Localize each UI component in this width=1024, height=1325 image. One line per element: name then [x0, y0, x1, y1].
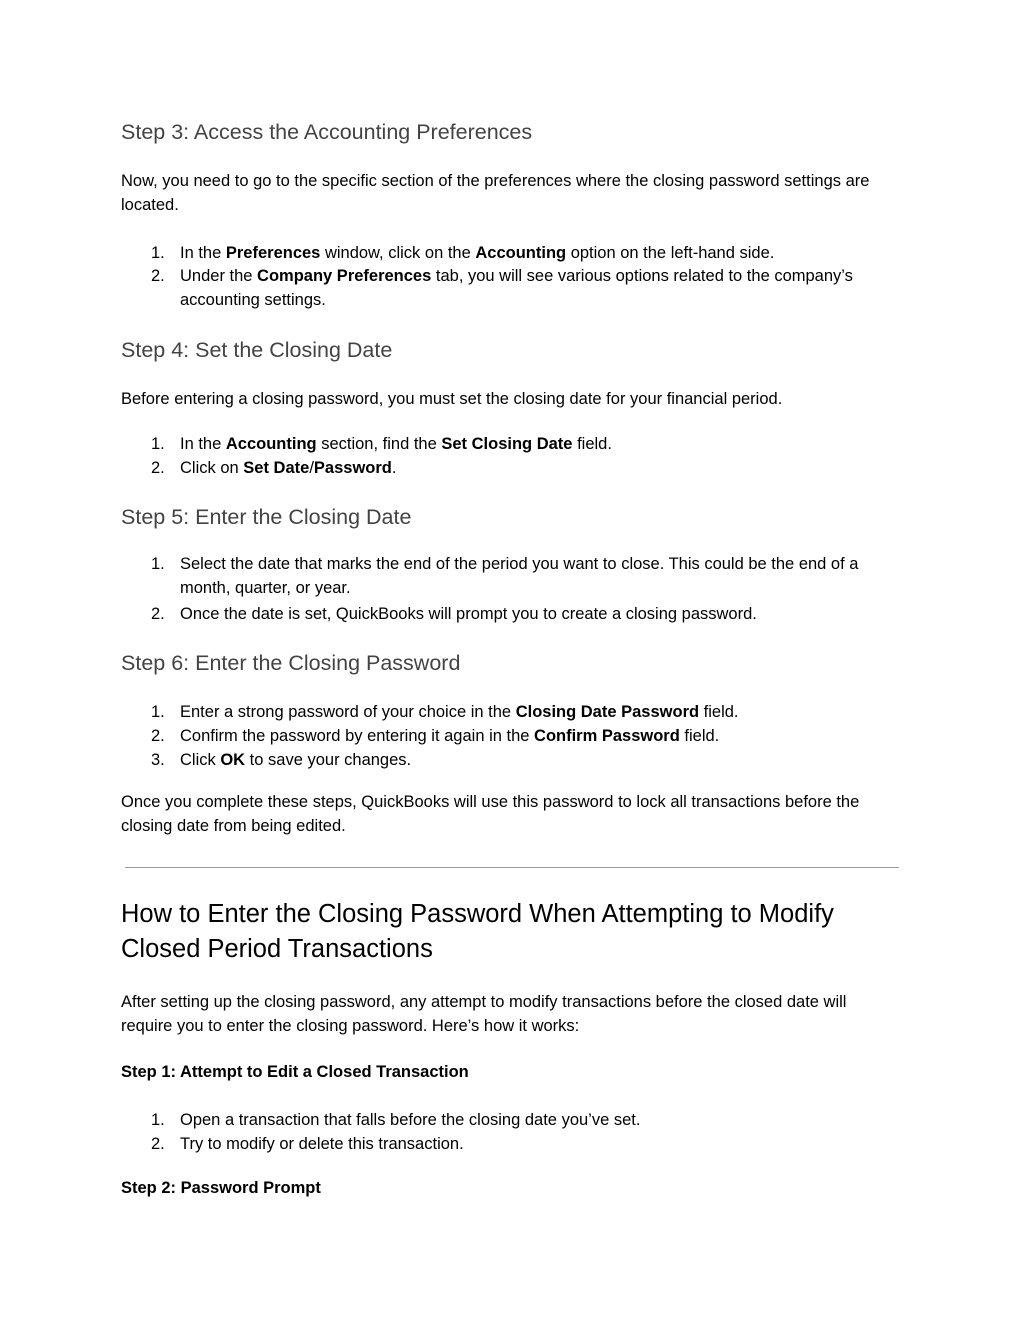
list-text: Open a transaction that falls before the closing date you’ve set. [180, 1111, 641, 1129]
list-text: Under the Company Preferences tab, you will see various options related to the company’s accounting settings. [180, 267, 853, 309]
sub1-heading: Step 1: Attempt to Edit a Closed Transaction [121, 1063, 469, 1081]
list-number: 2. [151, 459, 165, 477]
list-text: In the Accounting section, find the Set Closing Date field. [180, 435, 612, 453]
list-number: 2. [151, 727, 165, 745]
list-number: 2. [151, 1135, 165, 1153]
list-number: 1. [151, 555, 165, 573]
list-text: Click OK to save your changes. [180, 751, 412, 769]
step4-intro: Before entering a closing password, you must set the closing date for your financial period. [121, 390, 783, 408]
list-number: 1. [151, 1111, 165, 1129]
list-text: Once the date is set, QuickBooks will prompt you to create a closing password. [180, 605, 757, 623]
list-text: Select the date that marks the end of the period you want to close. This could be the end of a month, quarter, or year. [180, 555, 859, 597]
list-text: Enter a strong password of your choice in the Closing Date Password field. [180, 703, 739, 721]
section-intro: After setting up the closing password, any attempt to modify transactions before the closed date will require you to enter the closing password. Here’s how it works: [121, 993, 847, 1035]
list-number: 1. [151, 435, 165, 453]
step4-heading: Step 4: Set the Closing Date [121, 338, 393, 362]
step6-outro: Once you complete these steps, QuickBooks will use this password to lock all transactions before the closing date from being edited. [121, 793, 860, 835]
step3-heading: Step 3: Access the Accounting Preferences [121, 120, 533, 144]
list-text: Click on Set Date/Password. [180, 459, 397, 477]
list-text: In the Preferences window, click on the Accounting option on the left-hand side. [180, 244, 775, 262]
list-number: 2. [151, 267, 165, 285]
horizontal-divider [125, 867, 899, 868]
list-number: 1. [151, 244, 165, 262]
list-number: 2. [151, 605, 165, 623]
step3-intro: Now, you need to go to the specific section of the preferences where the closing password settings are located. [121, 172, 870, 214]
list-number: 1. [151, 703, 165, 721]
step6-heading: Step 6: Enter the Closing Password [121, 651, 461, 675]
list-text: Try to modify or delete this transaction. [180, 1135, 464, 1153]
list-text: Confirm the password by entering it again in the Confirm Password field. [180, 727, 720, 745]
step5-heading: Step 5: Enter the Closing Date [121, 505, 412, 529]
list-number: 3. [151, 751, 165, 769]
section-heading: How to Enter the Closing Password When Attempting to Modify Closed Period Transactions [121, 900, 834, 963]
sub2-heading: Step 2: Password Prompt [121, 1179, 321, 1197]
